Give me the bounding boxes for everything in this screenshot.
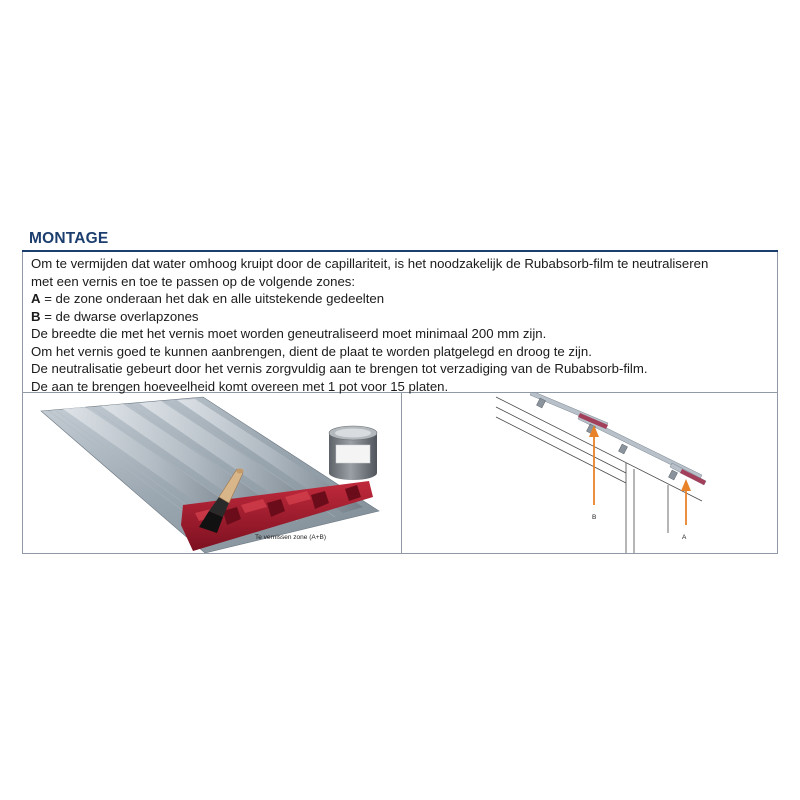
zone-a-line — [31, 290, 769, 308]
corrugated-sheet-illustration — [23, 393, 401, 553]
zone-b-description: = de dwarse overlapzones — [40, 308, 199, 324]
varnish-zone-caption: Te vernissen zone (A+B) — [255, 534, 326, 541]
purlin-brackets — [537, 398, 678, 480]
instruction-line-5: De breedte die met het vernis moet worden geneutraliseerd moet minimaal 200 mm zijn. — [31, 326, 547, 341]
zone-a-arrow — [681, 479, 691, 525]
instructions-box — [22, 252, 778, 393]
montage-section — [22, 228, 778, 554]
roof-sheets — [530, 393, 706, 485]
instruction-line-6: Om het vernis goed te kunnen aanbrengen, dient de plaat te worden platgelegd en droog te zijn. — [31, 343, 592, 359]
zone-a-description: = de zone onderaan het dak en alle uitstekende gedeelten — [40, 291, 385, 306]
figures-row — [22, 393, 778, 554]
instruction-line-7: De neutralisatie gebeurt door het vernis zorgvuldig aan te brengen tot verzadiging van de Rubabsorb-film. — [31, 361, 648, 376]
zone-a-key: A — [31, 291, 41, 306]
roof-section-figure — [402, 393, 777, 553]
varnish-can-icon — [329, 426, 377, 480]
varnish-sheet-figure — [23, 393, 402, 553]
instruction-line-1: Om te vermijden dat water omhoog kruipt door de capillariteit, is het noodzakelijk de Rubabsorb-film te neutraliseren — [31, 256, 709, 271]
instruction-line-2: met een vernis en toe te passen op de volgende zones: — [31, 273, 356, 289]
instruction-line-8: De aan te brengen hoeveelheid komt overeen met 1 pot voor 15 platen. — [31, 378, 449, 394]
roof-section-diagram — [402, 393, 778, 553]
zone-b-label: B — [592, 514, 597, 521]
zone-b-key: B — [31, 308, 41, 324]
zone-b-line — [31, 308, 769, 326]
zone-a-label: A — [682, 534, 687, 541]
section-title: MONTAGE — [29, 230, 109, 247]
